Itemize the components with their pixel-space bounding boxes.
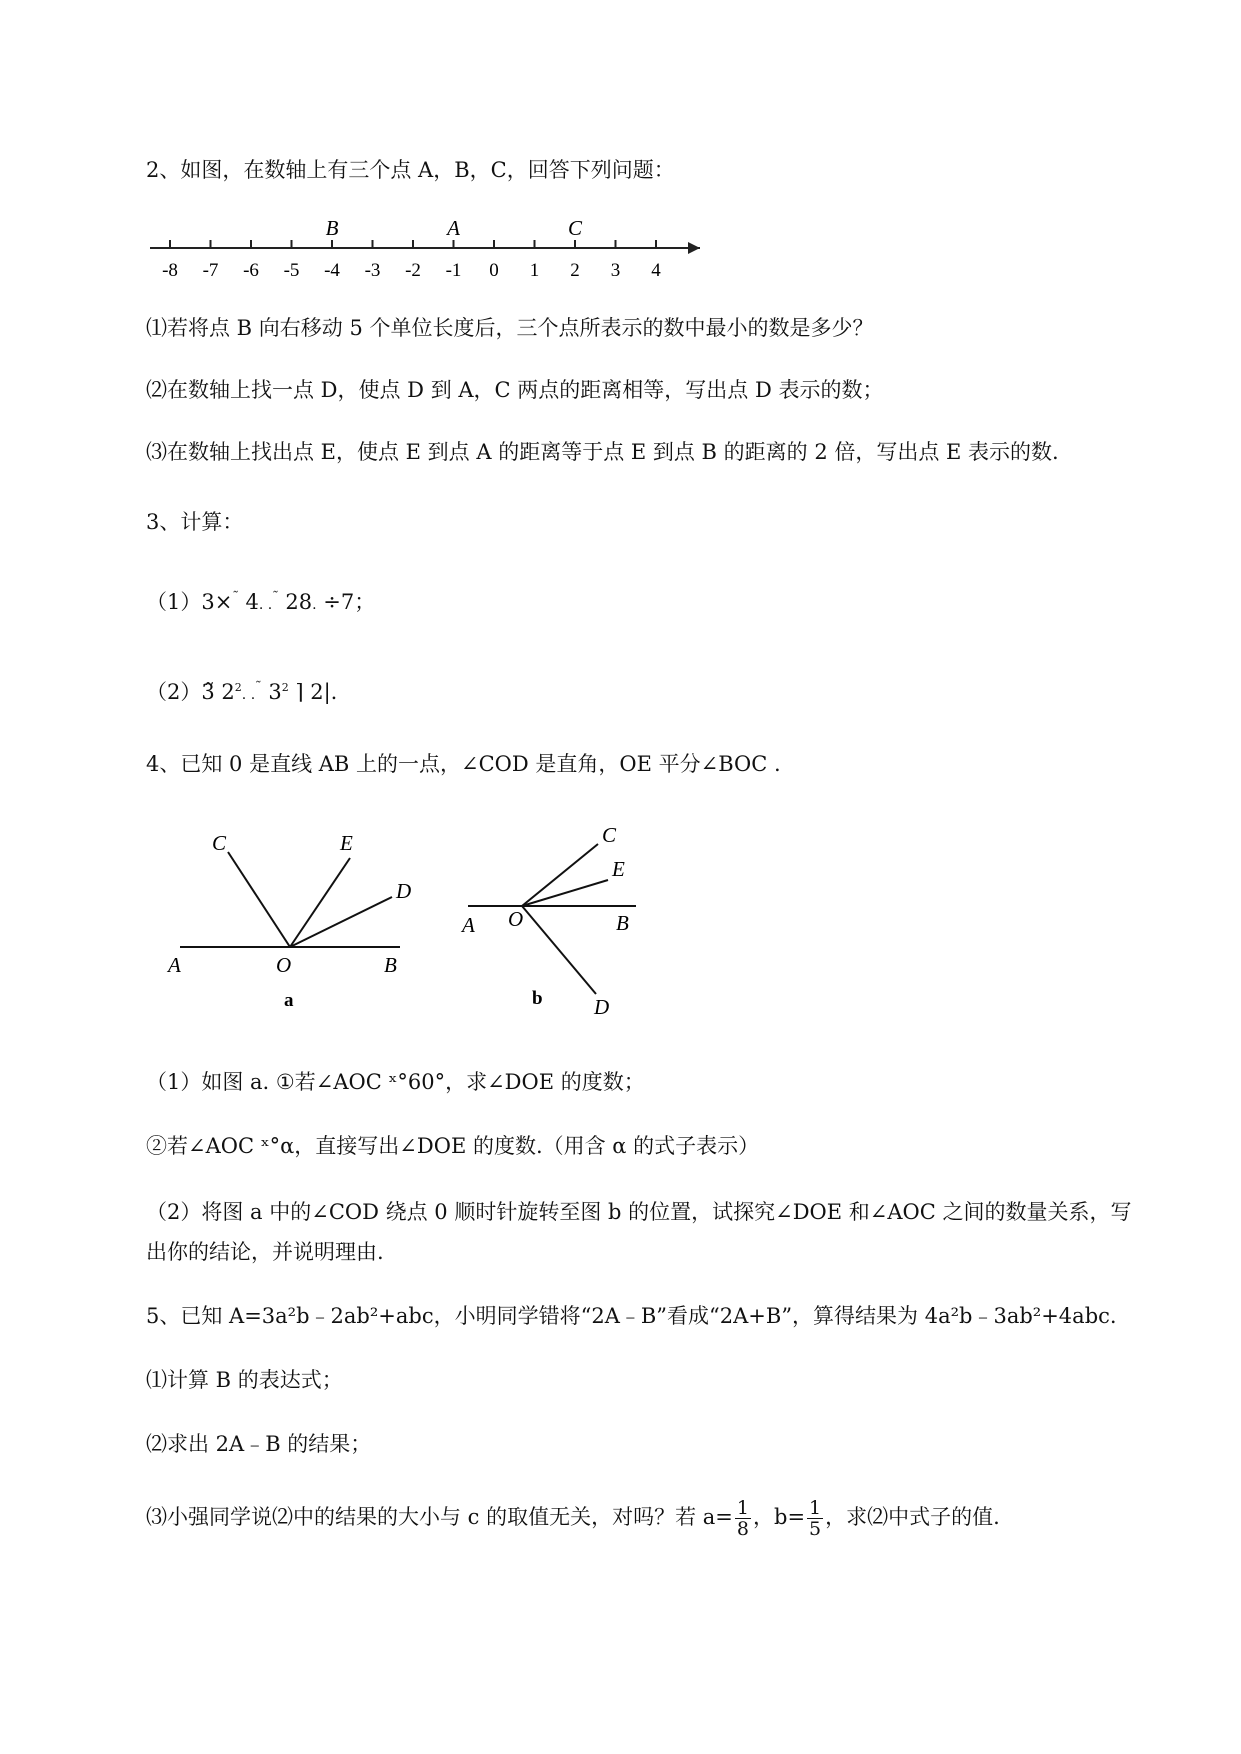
number-line-tick-label: 4 — [651, 260, 661, 281]
fig-b-label-o: O — [508, 907, 524, 931]
fraction-a-num: 1 — [736, 1497, 749, 1519]
fig-a-ray-oe — [290, 858, 350, 947]
q5-sub3-mid: ，b= — [753, 1505, 806, 1529]
fig-a-ray-oc — [228, 852, 290, 947]
q3-e2-f: ˜ — [255, 680, 262, 695]
fig-b-label-e: E — [612, 857, 625, 881]
q3-e2-a: （2） — [146, 680, 202, 704]
fig-a-caption: a — [284, 990, 294, 1011]
q3-e1-f: 28 — [278, 590, 313, 614]
fraction-a — [735, 1498, 751, 1539]
q2-stem: 2、如图，在数轴上有三个点 A，B，C，回答下列问题： — [146, 158, 675, 182]
q4-sub2-line1: （2）将图 a 中的∠COD 绕点 0 顺时针旋转至图 b 的位置，试探究∠DOE 和∠AOC 之间的数量关系，写 — [146, 1200, 1132, 1224]
q4-stem: 4、已知 0 是直线 AB 上的一点，∠COD 是直角，OE 平分∠BOC . — [146, 752, 781, 776]
fig-b-label-a: A — [462, 913, 475, 937]
fig-b-caption: b — [532, 988, 543, 1009]
fig-b-label-b: B — [616, 911, 629, 935]
q5-sub1: ⑴计算 B 的表达式； — [146, 1368, 343, 1392]
q2-sub1: ⑴若将点 B 向右移动 5 个单位长度后，三个点所表示的数中最小的数是多少？ — [146, 316, 874, 340]
q3-e1-a: （1）3× — [146, 590, 233, 614]
number-line-point-c: C — [567, 216, 583, 240]
fig-b-ray-oe — [522, 880, 608, 906]
q5-sub2: ⑵求出 2A﹣B 的结果； — [146, 1432, 372, 1456]
q3-e2-c: 2 — [214, 680, 235, 704]
fig-a-label-a: A — [168, 953, 181, 977]
q2-sub3: ⑶在数轴上找出点 E，使点 E 到点 A 的距离等于点 E 到点 B 的距离的 2 倍，写出点 E 表示的数. — [146, 440, 1059, 464]
number-line-tick-label: -6 — [243, 260, 259, 281]
q4-sub1: （1）如图 a. ①若∠AOC ˣ°60°，求∠DOE 的度数； — [146, 1070, 645, 1094]
q3-expr1 — [146, 584, 375, 619]
number-line-tick-label: -1 — [445, 260, 462, 281]
angle-figure-a — [160, 820, 460, 1020]
number-line-tick-label: 0 — [489, 260, 499, 281]
fraction-b — [807, 1498, 823, 1539]
q5-sub3-pre: ⑶小强同学说⑵中的结果的大小与 c 的取值无关，对吗？若 a= — [146, 1505, 733, 1529]
q3-stem: 3、计算： — [146, 510, 244, 534]
fig-a-label-c: C — [212, 831, 227, 855]
fig-a-label-e: E — [340, 831, 353, 855]
number-line-point-a: A — [447, 216, 460, 240]
q4-sub2-line2: 出你的结论，并说明理由. — [146, 1240, 384, 1264]
fig-b-label-c: C — [602, 823, 617, 847]
fig-b-ray-oc — [522, 844, 598, 906]
angle-figure-b — [458, 820, 678, 1020]
number-line-tick-label: -4 — [324, 260, 340, 281]
q5-sub3 — [146, 1494, 1000, 1540]
q3-e2-e: . . — [241, 687, 256, 703]
number-line-arrow-icon — [688, 242, 700, 254]
q3-e1-c: 4 — [238, 590, 259, 614]
fig-b-label-d: D — [594, 995, 610, 1019]
number-line-tick-label: 2 — [570, 260, 580, 281]
q3-e2-h: 2 — [281, 681, 289, 694]
number-line-tick-label: -8 — [162, 260, 178, 281]
q3-expr2 — [146, 674, 337, 709]
fraction-a-den: 8 — [736, 1518, 749, 1540]
q5-stem: 5、已知 A=3a²b﹣2ab²+abc，小明同学错将“2A﹣B”看成“2A+B”，算得结果为 4a²b﹣3ab²+4abc. — [146, 1304, 1117, 1328]
q3-e1-e: ˜ — [272, 590, 279, 605]
q5-sub3-post: ，求⑵中式子的值. — [825, 1505, 1000, 1529]
q2-sub2: ⑵在数轴上找一点 D，使点 D 到 A，C 两点的距离相等，写出点 D 表示的数； — [146, 378, 884, 402]
fig-b-ray-od — [522, 906, 596, 994]
q3-e2-g: 3 — [261, 680, 282, 704]
fig-a-ray-od — [290, 897, 392, 947]
number-line-tick-label: -7 — [202, 260, 219, 281]
fraction-b-den: 5 — [809, 1518, 822, 1540]
number-line-tick-label: 3 — [610, 260, 621, 281]
fig-a-label-b: B — [384, 953, 397, 977]
fig-a-label-o: O — [276, 953, 292, 977]
q3-e2-i: ⌉ 2|. — [288, 680, 338, 704]
number-line-figure — [140, 210, 700, 290]
number-line-point-b: B — [325, 216, 339, 240]
number-line-tick-label: -5 — [283, 260, 300, 281]
q3-e2-b: 3̃ — [201, 680, 215, 704]
number-line-tick-label: -3 — [364, 260, 381, 281]
q3-e1-g: . — [312, 597, 317, 613]
q4-sub1b: ②若∠AOC ˣ°α，直接写出∠DOE 的度数.（用含 α 的式子表示） — [146, 1134, 760, 1158]
q3-e1-h: ÷7； — [316, 590, 376, 614]
fig-a-label-d: D — [396, 879, 412, 903]
fraction-b-num: 1 — [809, 1497, 822, 1519]
q3-e2-d: 2 — [234, 681, 242, 694]
q3-e1-d: . . — [258, 597, 273, 613]
q3-e1-b: ˜ — [232, 590, 239, 605]
number-line-tick-label: 1 — [529, 260, 540, 281]
number-line-tick-label: -2 — [405, 260, 421, 281]
